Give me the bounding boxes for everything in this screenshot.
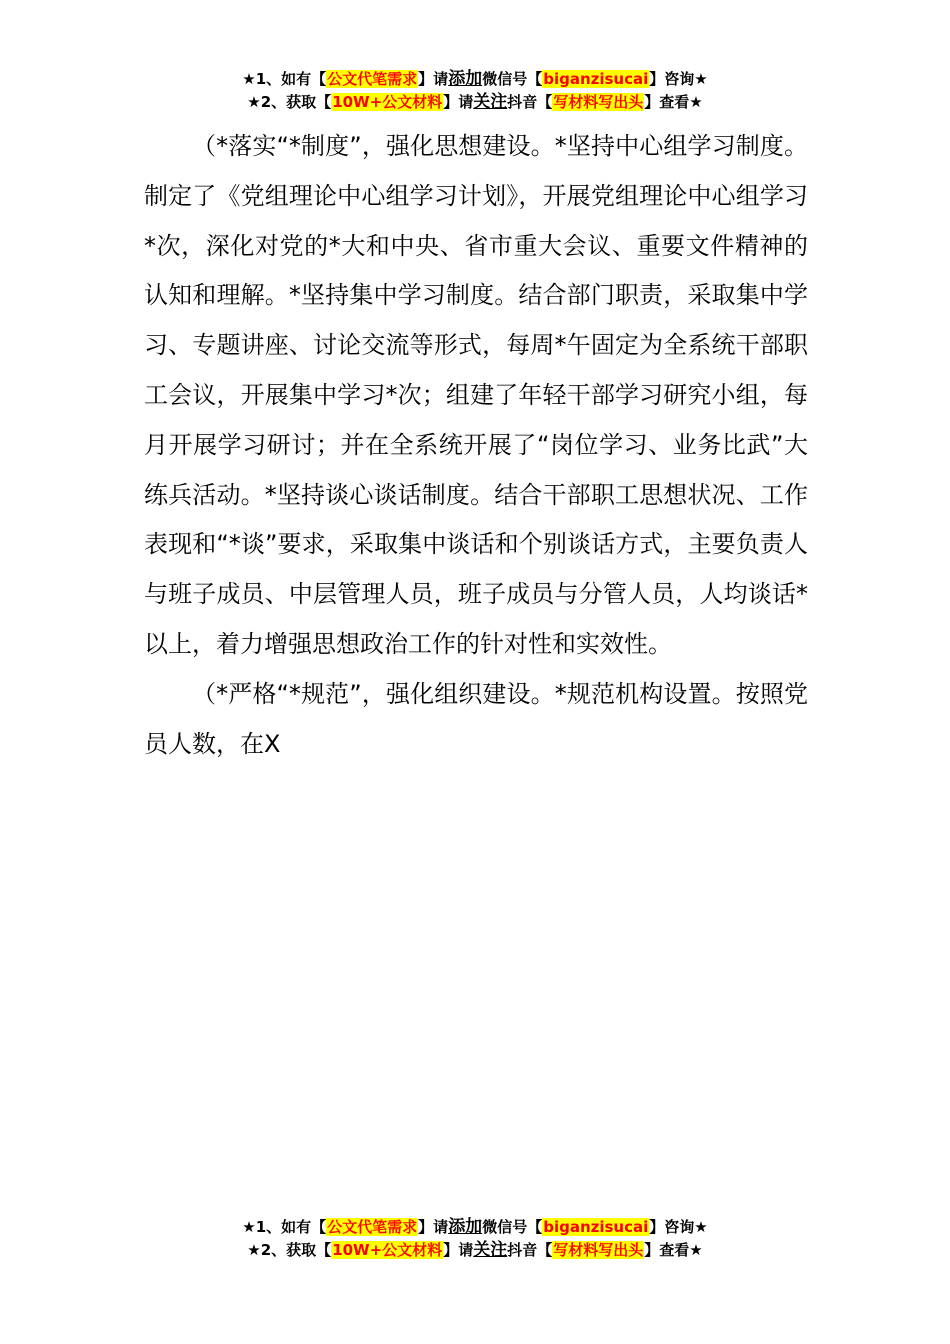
promo-text: 】咨询★ bbox=[649, 1218, 708, 1236]
highlight-text: 10W+公文材料 bbox=[332, 93, 443, 111]
promo-text: 】查看★ bbox=[644, 93, 703, 111]
promo-text: ★2、获取【 bbox=[247, 93, 332, 111]
promo-text: 抖音【 bbox=[507, 93, 553, 111]
highlight-text: 10W+公文材料 bbox=[332, 1241, 443, 1259]
highlight-text: biganzisucai bbox=[543, 70, 649, 88]
document-body bbox=[144, 122, 808, 769]
header-promo-banner bbox=[0, 68, 950, 114]
emphasis-text: 添加 bbox=[448, 1217, 483, 1237]
highlight-text: 公文代笔需求 bbox=[327, 1218, 418, 1236]
paragraph: （*落实“*制度”，强化思想建设。*坚持中心组学习制度。制定了《党组理论中心组学习计划》，开展党组理论中心组学习*次，深化对党的*大和中央、省市重大会议、重要文件精神的认知和理解。*坚持集中学习制度。结合部门职责，采取集中学习、专题讲座、讨论交流等形式，每周*午固定为全系统干部职工会议，开展集中学习*次；组建了年轻干部学习研究小组，每月开展学习研讨；并在全系统开展了“岗位学习、业务比武”大练兵活动。*坚持谈心谈话制度。结合干部职工思想状况、工作表现和“*谈”要求，采取集中谈话和个别谈话方式，主要负责人与班子成员、中层管理人员，班子成员与分管人员，人均谈话*以上，着力增强思想政治工作的针对性和实效性。 bbox=[144, 132, 808, 658]
promo-text: 微信号【 bbox=[482, 70, 543, 88]
footer-promo-banner bbox=[0, 1216, 950, 1262]
promo-text: 微信号【 bbox=[482, 1218, 543, 1236]
promo-line-1 bbox=[0, 1216, 950, 1239]
promo-text: 】请 bbox=[418, 1218, 449, 1236]
promo-line-2 bbox=[0, 1239, 950, 1262]
highlight-text: 写材料写出头 bbox=[553, 1241, 644, 1259]
highlight-text: 写材料写出头 bbox=[553, 93, 644, 111]
promo-text: ★1、如有【 bbox=[242, 70, 327, 88]
promo-text: 】请 bbox=[418, 70, 449, 88]
emphasis-text: 关注 bbox=[473, 92, 508, 112]
promo-line-1 bbox=[0, 68, 950, 91]
paragraph: （*严格“*规范”，强化组织建设。*规范机构设置。按照党员人数，在X bbox=[144, 679, 808, 758]
highlight-text: biganzisucai bbox=[543, 1218, 649, 1236]
emphasis-text: 关注 bbox=[473, 1240, 508, 1260]
promo-text: 】查看★ bbox=[644, 1241, 703, 1259]
promo-text: 】请 bbox=[443, 93, 474, 111]
promo-text: 】请 bbox=[443, 1241, 474, 1259]
promo-text: ★1、如有【 bbox=[242, 1218, 327, 1236]
highlight-text: 公文代笔需求 bbox=[327, 70, 418, 88]
promo-text: 抖音【 bbox=[507, 1241, 553, 1259]
promo-line-2 bbox=[0, 91, 950, 114]
promo-text: 】咨询★ bbox=[649, 70, 708, 88]
promo-text: ★2、获取【 bbox=[247, 1241, 332, 1259]
emphasis-text: 添加 bbox=[448, 69, 483, 89]
